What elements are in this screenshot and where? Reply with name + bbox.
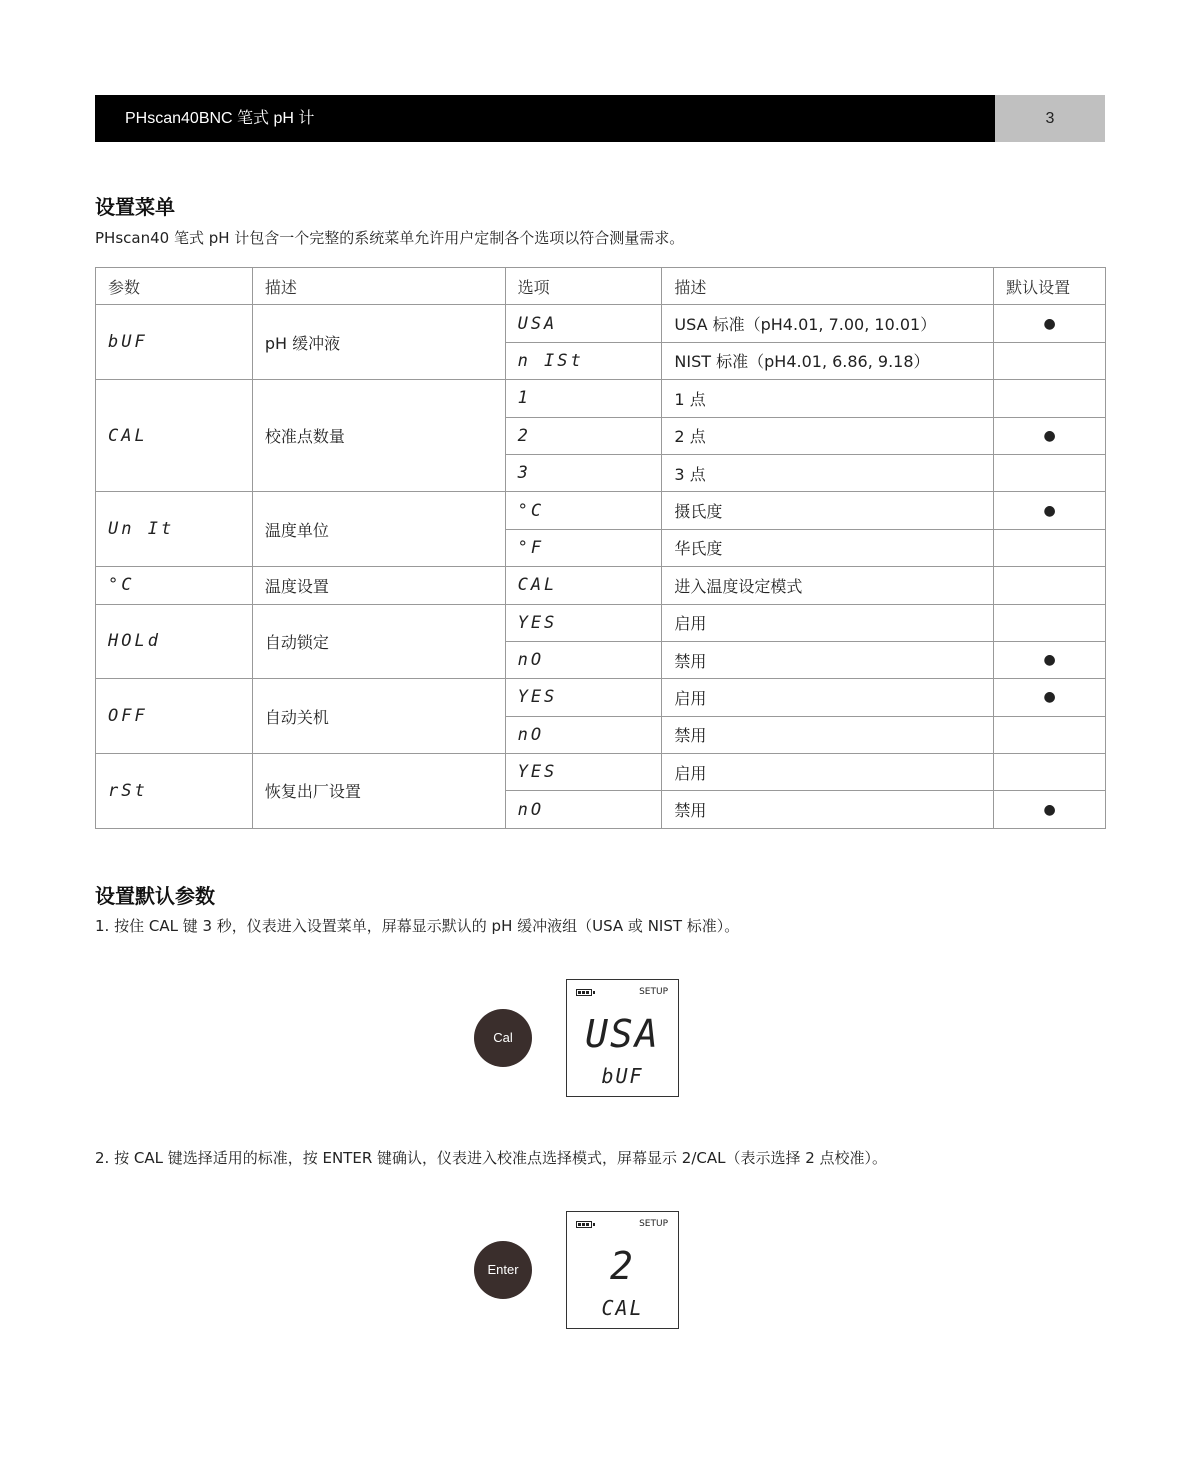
step-2-text: 2. 按 CAL 键选择适用的标准，按 ENTER 键确认，仪表进入校准点选择模式，屏幕显示 2/CAL（表示选择 2 点校准）。 [95, 1149, 888, 1167]
lcd-main-value: 2 [610, 1244, 635, 1288]
option-code: 3 [505, 454, 662, 491]
lcd-main-value: USA [585, 1012, 660, 1056]
col-header-param: 参数 [96, 268, 253, 305]
param-description: 温度设置 [252, 567, 505, 604]
table-row [96, 679, 1106, 716]
enter-button[interactable]: Enter [474, 1241, 532, 1299]
option-description: 启用 [662, 604, 994, 641]
param-code: bUF [96, 305, 253, 380]
lcd-mode-label: SETUP [639, 1219, 668, 1229]
option-code: nO [505, 791, 662, 828]
option-description: USA 标准（pH4.01, 7.00, 10.01） [662, 305, 994, 342]
default-marker: ● [1043, 427, 1056, 444]
default-cell [994, 754, 1106, 791]
param-code: °C [96, 567, 253, 604]
default-marker: ● [1043, 652, 1056, 669]
cal-button[interactable]: Cal [474, 1009, 532, 1067]
lcd-display-1 [566, 979, 679, 1097]
option-code: YES [505, 754, 662, 791]
option-code: CAL [505, 567, 662, 604]
step-1-text: 1. 按住 CAL 键 3 秒，仪表进入设置菜单，屏幕显示默认的 pH 缓冲液组（USA 或 NIST 标准）。 [95, 917, 740, 935]
option-description: 摄氏度 [662, 492, 994, 529]
param-description: 自动锁定 [252, 604, 505, 679]
table-row [96, 567, 1106, 604]
option-description: 华氏度 [662, 529, 994, 566]
default-cell [994, 492, 1106, 529]
lcd-mode-label: SETUP [639, 987, 668, 997]
default-cell [994, 791, 1106, 828]
table-row [96, 604, 1106, 641]
default-cell [994, 380, 1106, 417]
option-description: 1 点 [662, 380, 994, 417]
default-marker: ● [1043, 502, 1056, 519]
option-code: YES [505, 679, 662, 716]
table-row [96, 305, 1106, 342]
default-cell [994, 305, 1106, 342]
option-code: nO [505, 641, 662, 678]
header-title: PHscan40BNC 笔式 pH 计 [95, 95, 995, 142]
option-description: 禁用 [662, 716, 994, 753]
param-code: Un It [96, 492, 253, 567]
option-description: 2 点 [662, 417, 994, 454]
option-description: NIST 标准（pH4.01, 6.86, 9.18） [662, 342, 994, 379]
default-cell [994, 454, 1106, 491]
param-code: CAL [96, 380, 253, 492]
table-body [96, 305, 1106, 828]
default-cell [994, 604, 1106, 641]
option-code: nO [505, 716, 662, 753]
param-code: HOLd [96, 604, 253, 679]
param-description: 校准点数量 [252, 380, 505, 492]
default-marker: ● [1043, 689, 1056, 706]
default-cell [994, 679, 1106, 716]
param-description: 恢复出厂设置 [252, 754, 505, 829]
table-row [96, 380, 1106, 417]
option-description: 3 点 [662, 454, 994, 491]
table-header-row [96, 268, 1106, 305]
setup-menu-table [95, 267, 1106, 829]
col-header-option-desc: 描述 [662, 268, 994, 305]
option-description: 进入温度设定模式 [662, 567, 994, 604]
default-cell [994, 417, 1106, 454]
param-description: pH 缓冲液 [252, 305, 505, 380]
option-description: 禁用 [662, 641, 994, 678]
option-code: USA [505, 305, 662, 342]
option-code: YES [505, 604, 662, 641]
param-description: 温度单位 [252, 492, 505, 567]
default-cell [994, 716, 1106, 753]
option-code: °F [505, 529, 662, 566]
battery-icon [576, 1221, 592, 1228]
default-marker: ● [1043, 315, 1056, 332]
option-description: 启用 [662, 679, 994, 716]
default-cell [994, 567, 1106, 604]
section-intro: PHscan40 笔式 pH 计包含一个完整的系统菜单允许用户定制各个选项以符合测量需求。 [95, 229, 685, 247]
lcd-sub-value: CAL [601, 1296, 644, 1320]
param-description: 自动关机 [252, 679, 505, 754]
table-row [96, 492, 1106, 529]
default-cell [994, 641, 1106, 678]
default-marker: ● [1043, 801, 1056, 818]
option-code: n ISt [505, 342, 662, 379]
col-header-desc: 描述 [252, 268, 505, 305]
default-cell [994, 529, 1106, 566]
page-number: 3 [995, 95, 1105, 142]
option-description: 禁用 [662, 791, 994, 828]
option-code: 2 [505, 417, 662, 454]
param-code: OFF [96, 679, 253, 754]
lcd-display-2 [566, 1211, 679, 1329]
section-title-default-params: 设置默认参数 [95, 884, 215, 908]
table-row [96, 754, 1106, 791]
option-code: 1 [505, 380, 662, 417]
battery-icon [576, 989, 592, 996]
section-title-setup-menu: 设置菜单 [95, 195, 175, 219]
lcd-sub-value: bUF [601, 1064, 644, 1088]
col-header-default: 默认设置 [994, 268, 1106, 305]
option-code: °C [505, 492, 662, 529]
page-header [95, 95, 1105, 142]
col-header-option: 选项 [505, 268, 662, 305]
option-description: 启用 [662, 754, 994, 791]
default-cell [994, 342, 1106, 379]
param-code: rSt [96, 754, 253, 829]
